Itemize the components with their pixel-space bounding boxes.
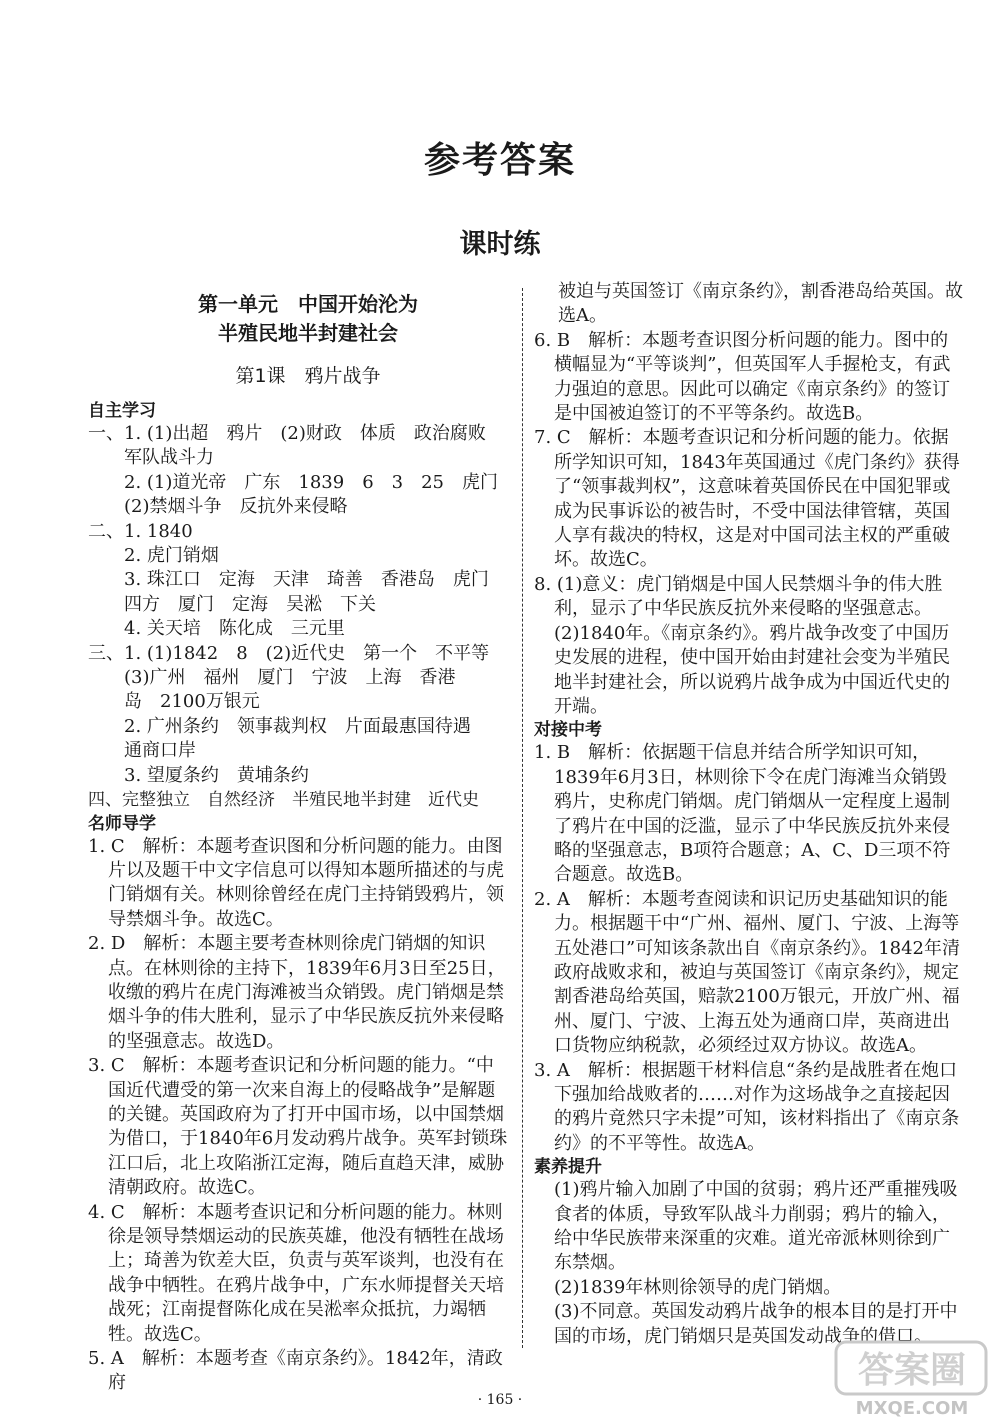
answer-line: 2. (1)道光帝 广东 1839 6 3 25 虎门	[124, 471, 499, 493]
mingshi-answers	[88, 835, 508, 1396]
watermark-url: MXQE.COM	[855, 1398, 969, 1419]
lesson-heading: 第1课 鸦片战争	[235, 365, 381, 387]
list-item: 5. A 解析：本题考查《南京条约》。1842年，清政府	[88, 1348, 503, 1394]
list-item: 3. A 解析：根据题干材料信息“条约是战胜者在炮口下强加给战败者的……对作为这场战争之直接起因的鸦片竟然只字未提”可知，该材料指出了《南京条约》的不平等性。故选A。	[534, 1059, 960, 1154]
list-item: (2)1839年林则徐领导的虎门销烟。	[554, 1276, 842, 1298]
list-item: 2. A 解析：本题考查阅读和识记历史基础知识的能力。根据题干中“广州、福州、厦门、宁波、上海等五处港口”可知该条款出自《南京条约》。1842年清政府战败求和，被迫与英国签订《南京条约》，规定割香港岛给英国，赔款2100万银元，开放广州、福州、厦门、宁波、上海五处为通商口岸，英商进出口货物应纳税款，必须经过双方协议。故选A。	[534, 888, 961, 1057]
section-heading-zizhu: 自主学习	[88, 401, 156, 421]
answer-line: 岛 2100万银元	[124, 691, 260, 713]
section-subtitle: 课时练	[459, 229, 541, 260]
answer-line: (2)禁烟斗争 反抗外来侵略	[124, 496, 348, 518]
list-item: 3. C 解析：本题考查识记和分析问题的能力。“中国近代遭受的第一次来自海上的侵略战争”是解题的关键。英国政府为了打开中国市场，以中国禁烟为借口，于1840年6月发动鸦片战争。英军封锁珠江口后，北上攻陷浙江定海，随后直趋天津，威胁清朝政府。故选C。	[88, 1055, 508, 1199]
section-heading-duijie: 对接中考	[534, 720, 602, 741]
answer-line: 2. 广州条约 领事裁判权 片面最惠国待遇	[124, 715, 471, 737]
list-item: 1. B 解析：依据题干信息并结合所学知识可知，1839年6月3日，林则徐下令在虎门海滩当众销毁鸦片，史称虎门销烟。虎门销烟从一定程度上遏制了鸦片在中国的泛滥，显示了中华民族反抗外来侵略的坚强意志，B项符合题意；A、C、D三项不符合题意。故选B。	[534, 742, 951, 886]
list-item: 1. C 解析：本题考查识图和分析问题的能力。由图片以及题干中文字信息可以得知本题所描述的与虎门销烟有关。林则徐曾经在虎门主持销毁鸦片，领导禁烟斗争。故选C。	[88, 835, 504, 930]
unit-line-2: 半殖民地半封建社会	[218, 321, 398, 345]
list-item: (1)鸦片输入加剧了中国的贫弱；鸦片还严重摧残吸食者的体质，导致军队战斗力削弱；鸦片的输入，给中华民族带来深重的灾难。道光帝派林则徐到广东禁烟。	[554, 1179, 958, 1274]
list-item: (2)1840年。《南京条约》。鸦片战争改变了中国历史发展的进程，使中国开始由封建社会变为半殖民地半封建社会，所以说鸦片战争成为中国近代史的开端。	[554, 622, 950, 717]
answer-line: 4. 关天培 陈化成 三元里	[124, 618, 345, 640]
answer-line: 四、完整独立 自然经济 半殖民地半封建 近代史	[88, 790, 479, 811]
unit-heading	[108, 290, 508, 348]
answer-line: 三、1. (1)1842 8 (2)近代史 第一个 不平等	[88, 642, 490, 664]
unit-line-1: 第一单元 中国开始沦为	[198, 292, 418, 316]
list-item: 8. (1)意义：虎门销烟是中国人民禁烟斗争的伟大胜利，显示了中华民族反抗外来侵略的坚强意志。	[534, 573, 943, 620]
answer-line: 2. 虎门销烟	[124, 545, 219, 567]
right-column	[534, 280, 964, 1349]
answer-line: (3)广州 福州 厦门 宁波 上海 香港	[124, 667, 456, 689]
list-item: 4. C 解析：本题考查识记和分析问题的能力。林则徐是领导禁烟运动的民族英雄，他没有牺牲在战场上；琦善为钦差大臣，负责与英军谈判，也没有在战争中牺牲。在鸦片战争中，广东水师提督关天培战死；江南提督陈化成在吴淞率众抵抗，力竭牺牲。故选C。	[88, 1201, 504, 1345]
answer-line: 四方 厦门 定海 吴淞 下关	[124, 593, 376, 615]
list-item: 6. B 解析：本题考查识图分析问题的能力。图中的横幅显为“平等谈判”，但英国军人手握枪支，有武力强迫的意思。因此可以确定《南京条约》的签订是中国被迫签订的不平等条约。故选B。	[534, 329, 951, 425]
watermark-text: 答案圈	[857, 1350, 967, 1391]
page-number: · 165 ·	[477, 1392, 523, 1408]
answer-line: 一、1. (1)出超 鸦片 (2)财政 体质 政治腐败	[88, 423, 486, 444]
list-item: 2. D 解析：本题主要考查林则徐虎门销烟的知识点。在林则徐的主持下，1839年6月3日至25日，收缴的鸦片在虎门海滩被当众销毁。虎门销烟是禁烟斗争的伟大胜利，显示了中华民族反抗外来侵略的坚强意志。故选D。	[88, 933, 506, 1052]
answer-line: 军队战斗力	[124, 447, 214, 469]
left-column	[88, 290, 508, 1396]
column-divider	[522, 288, 523, 1348]
answer-line: 3. 望厦条约 黄埔条约	[124, 764, 309, 786]
section-heading-suyang: 素养提升	[534, 1157, 602, 1178]
page-title: 参考答案	[423, 140, 576, 181]
answer-line: 二、1. 1840	[88, 520, 193, 542]
zizhu-answers	[88, 422, 508, 813]
answer-line: 通商口岸	[124, 740, 196, 762]
watermark-logo	[832, 1336, 992, 1420]
section-heading-mingshi: 名师导学	[88, 813, 156, 834]
list-item: (3)不同意。英国发动鸦片战争的根本目的是打开中国的市场，虎门销烟只是英国发动战争的借口。	[554, 1301, 958, 1347]
list-item: 被迫与英国签订《南京条约》，割香港岛给英国。故选A。	[558, 281, 963, 327]
list-item: 7. C 解析：本题考查识记和分析问题的能力。依据所学知识可知，1843年英国通过《虎门条约》获得了“领事裁判权”，这意味着英国侨民在中国犯罪或成为民事诉讼的被告时，不受中国法律管辖，英国人享有裁决的特权，这是对中国司法主权的严重破坏。故选C。	[534, 427, 960, 571]
answer-line: 3. 珠江口 定海 天津 琦善 香港岛 虎门	[124, 569, 489, 591]
